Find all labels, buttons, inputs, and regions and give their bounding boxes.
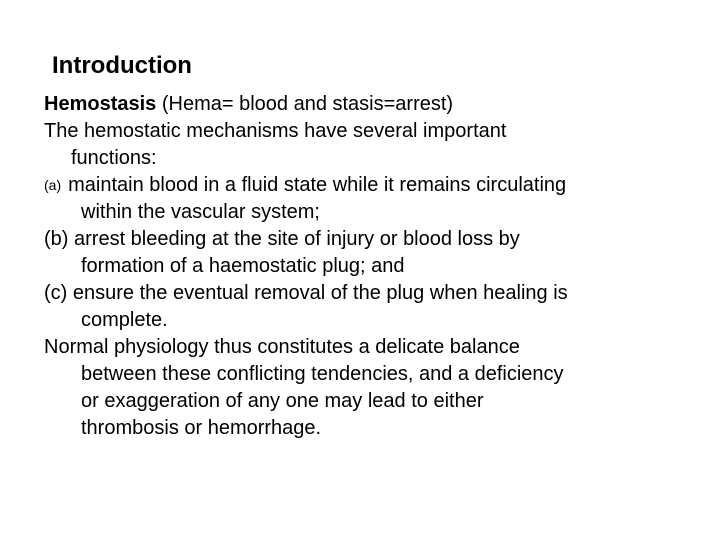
slide-title: Introduction [52, 52, 192, 79]
normal-line-2: between these conflicting tendencies, and a deficiency [81, 363, 564, 385]
normal-line-4: thrombosis or hemorrhage. [81, 417, 322, 439]
item-a-line-1 [44, 172, 704, 199]
intro-line-1: The hemostatic mechanisms have several important [44, 120, 507, 142]
item-a-line-2: within the vascular system; [81, 201, 320, 223]
item-a-marker: (a) [44, 177, 62, 193]
definition-line [44, 91, 704, 118]
item-a-text-1: maintain blood in a fluid state while it remains circulating [68, 174, 567, 196]
item-c-line-1: (c) ensure the eventual removal of the plug when healing is [44, 282, 568, 304]
normal-line-3: or exaggeration of any one may lead to either [81, 390, 484, 412]
item-b-line-2: formation of a haemostatic plug; and [81, 255, 405, 277]
slide-body [44, 91, 704, 442]
definition-text: (Hema= blood and stasis=arrest) [156, 93, 454, 115]
intro-line-2: functions: [71, 147, 157, 169]
normal-line-1: Normal physiology thus constitutes a delicate balance [44, 336, 520, 358]
item-b-line-1: (b) arrest bleeding at the site of injury or blood loss by [44, 228, 520, 250]
definition-term: Hemostasis [44, 93, 157, 115]
item-c-line-2: complete. [81, 309, 168, 331]
